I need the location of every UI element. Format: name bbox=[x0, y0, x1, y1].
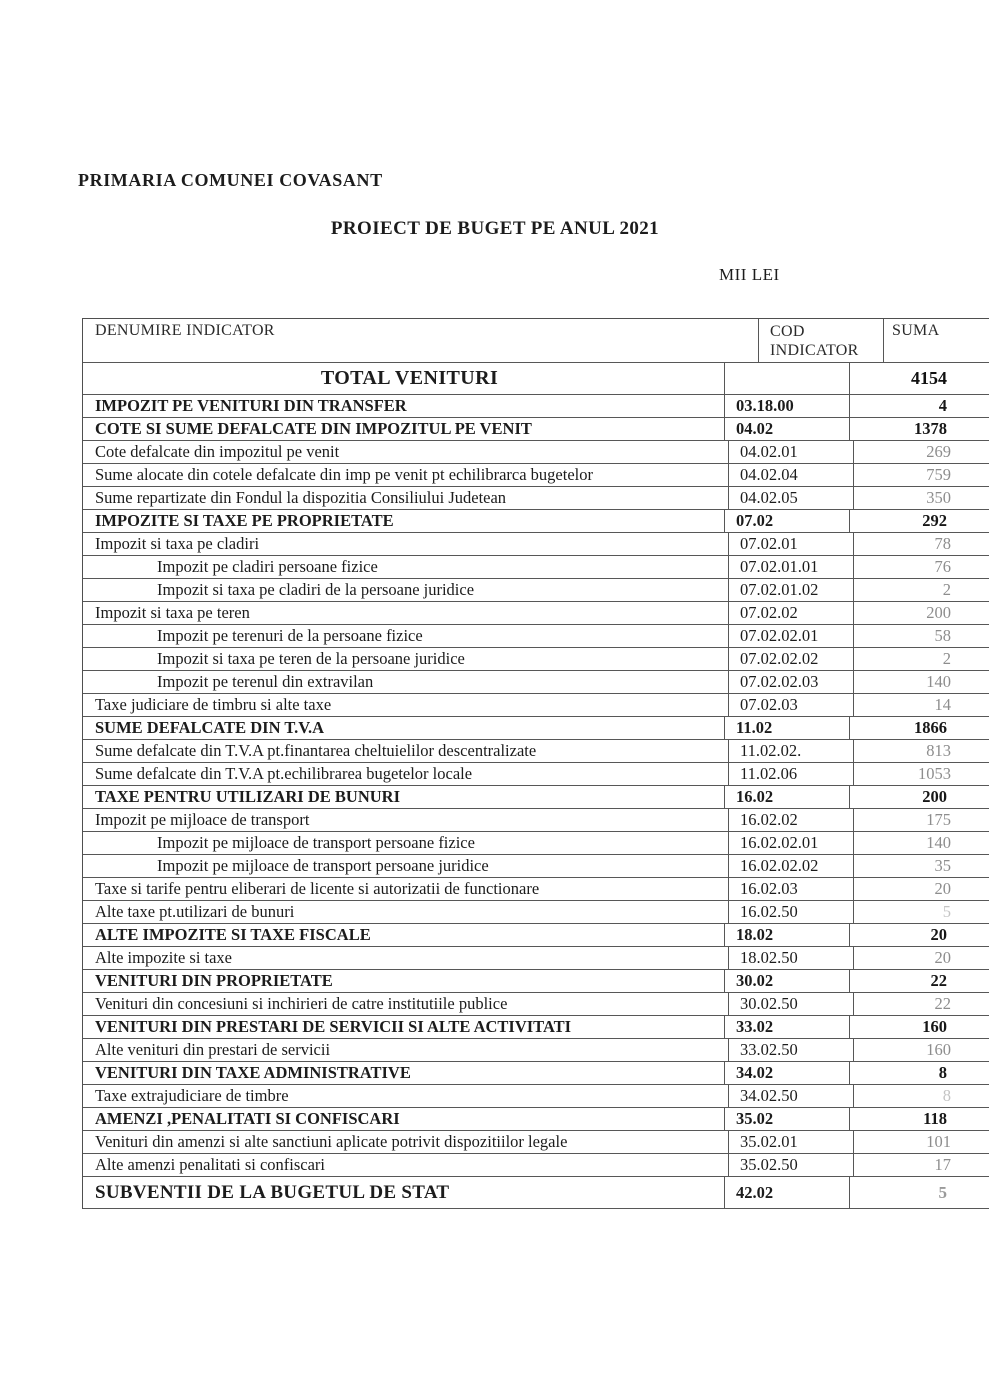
indicator-name: VENITURI DIN PRESTARI DE SERVICII SI ALTE ACTIVITATI bbox=[83, 1016, 725, 1038]
indicator-name: COTE SI SUME DEFALCATE DIN IMPOZITUL PE VENIT bbox=[83, 418, 725, 440]
table-row bbox=[83, 418, 989, 441]
table-row bbox=[83, 1016, 989, 1039]
indicator-value: 292 bbox=[922, 511, 947, 530]
indicator-code: 34.02 bbox=[725, 1062, 850, 1084]
table-row bbox=[83, 533, 989, 556]
indicator-code: 11.02.02. bbox=[729, 740, 854, 762]
indicator-code: 07.02.02.02 bbox=[729, 648, 854, 670]
table-row bbox=[83, 1085, 989, 1108]
indicator-value: 160 bbox=[922, 1017, 947, 1036]
table-row bbox=[83, 671, 989, 694]
indicator-name: Sume repartizate din Fondul la dispozitia Consiliului Judetean bbox=[83, 487, 729, 509]
table-row bbox=[83, 694, 989, 717]
indicator-value: 813 bbox=[926, 741, 951, 760]
indicator-code: 07.02.02.03 bbox=[729, 671, 854, 693]
indicator-value: 160 bbox=[926, 1040, 951, 1059]
indicator-value: 101 bbox=[926, 1132, 951, 1151]
indicator-code: 16.02.50 bbox=[729, 901, 854, 923]
table-row bbox=[83, 740, 989, 763]
table-row bbox=[83, 947, 989, 970]
indicator-name: Sume alocate din cotele defalcate din imp pe venit pt echilibrarca bugetelor bbox=[83, 464, 729, 486]
indicator-name: Taxe si tarife pentru eliberari de licente si autorizatii de functionare bbox=[83, 878, 729, 900]
table-row bbox=[83, 1154, 989, 1177]
indicator-value: 20 bbox=[930, 925, 947, 944]
indicator-code: 07.02 bbox=[725, 510, 850, 532]
indicator-name: Impozit si taxa pe cladiri de la persoane juridice bbox=[83, 579, 729, 601]
table-row bbox=[83, 924, 989, 947]
indicator-name: Venituri din concesiuni si inchirieri de catre institutiile publice bbox=[83, 993, 729, 1015]
indicator-name: Impozit pe mijloace de transport persoane juridice bbox=[83, 855, 729, 877]
indicator-value: 5 bbox=[942, 902, 951, 921]
table-row bbox=[83, 809, 989, 832]
indicator-code: 04.02.01 bbox=[729, 441, 854, 463]
table-row bbox=[83, 993, 989, 1016]
indicator-name: Impozit pe terenuri de la persoane fizice bbox=[83, 625, 729, 647]
indicator-value: 118 bbox=[923, 1109, 947, 1128]
table-row bbox=[83, 763, 989, 786]
document-title: PROIECT DE BUGET PE ANUL 2021 bbox=[330, 218, 660, 239]
indicator-name: Venituri din amenzi si alte sanctiuni aplicate potrivit dispozitiilor legale bbox=[83, 1131, 729, 1153]
indicator-name: IMPOZITE SI TAXE PE PROPRIETATE bbox=[83, 510, 725, 532]
indicator-value: 35 bbox=[934, 856, 951, 875]
indicator-value: 200 bbox=[922, 787, 947, 806]
indicator-value: 175 bbox=[926, 810, 951, 829]
indicator-value: 200 bbox=[926, 603, 951, 622]
indicator-value: 350 bbox=[926, 488, 951, 507]
table-row bbox=[83, 855, 989, 878]
table-body bbox=[83, 395, 989, 1209]
indicator-name: Impozit si taxa pe teren bbox=[83, 602, 729, 624]
indicator-name: Alte amenzi penalitati si confiscari bbox=[83, 1154, 729, 1176]
table-row bbox=[83, 878, 989, 901]
indicator-value: 269 bbox=[926, 442, 951, 461]
indicator-name: Sume defalcate din T.V.A pt.echilibrarea bugetelor locale bbox=[83, 763, 729, 785]
indicator-value: 140 bbox=[926, 833, 951, 852]
indicator-code: 42.02 bbox=[725, 1177, 850, 1208]
table-row bbox=[83, 648, 989, 671]
indicator-name: Impozit si taxa pe cladiri bbox=[83, 533, 729, 555]
indicator-value: 22 bbox=[934, 994, 951, 1013]
table-row bbox=[83, 441, 989, 464]
table-row bbox=[83, 556, 989, 579]
header-cod-indicator: COD INDICATOR bbox=[759, 319, 884, 362]
indicator-code: 30.02.50 bbox=[729, 993, 854, 1015]
indicator-value: 5 bbox=[938, 1182, 947, 1202]
indicator-name: TAXE PENTRU UTILIZARI DE BUNURI bbox=[83, 786, 725, 808]
indicator-code: 04.02 bbox=[725, 418, 850, 440]
indicator-name: Sume defalcate din T.V.A pt.finantarea cheltuielilor descentralizate bbox=[83, 740, 729, 762]
total-venituri-row bbox=[83, 363, 989, 395]
indicator-value: 17 bbox=[934, 1155, 951, 1174]
table-row bbox=[83, 717, 989, 740]
table-row bbox=[83, 786, 989, 809]
indicator-value: 78 bbox=[934, 534, 951, 553]
indicator-code: 16.02.03 bbox=[729, 878, 854, 900]
table-row bbox=[83, 487, 989, 510]
indicator-value: 2 bbox=[942, 649, 951, 668]
indicator-code bbox=[725, 363, 850, 394]
table-row bbox=[83, 395, 989, 418]
indicator-name: Alte venituri din prestari de servicii bbox=[83, 1039, 729, 1061]
header-denumire-indicator: DENUMIRE INDICATOR bbox=[83, 319, 759, 362]
indicator-code: 04.02.04 bbox=[729, 464, 854, 486]
indicator-name: Alte taxe pt.utilizari de bunuri bbox=[83, 901, 729, 923]
indicator-code: 07.02.01.01 bbox=[729, 556, 854, 578]
indicator-code: 18.02.50 bbox=[729, 947, 854, 969]
table-row bbox=[83, 464, 989, 487]
table-row bbox=[83, 602, 989, 625]
indicator-name: Taxe judiciare de timbru si alte taxe bbox=[83, 694, 729, 716]
indicator-value: 8 bbox=[938, 1063, 947, 1082]
table-row bbox=[83, 510, 989, 533]
budget-table bbox=[82, 318, 989, 1209]
indicator-code: 16.02 bbox=[725, 786, 850, 808]
table-row bbox=[83, 625, 989, 648]
indicator-value: 20 bbox=[934, 948, 951, 967]
indicator-name: Impozit si taxa pe teren de la persoane juridice bbox=[83, 648, 729, 670]
table-row bbox=[83, 970, 989, 993]
indicator-name: Impozit pe mijloace de transport bbox=[83, 809, 729, 831]
indicator-value: 4 bbox=[938, 396, 947, 415]
indicator-name: TOTAL VENITURI bbox=[83, 363, 725, 394]
indicator-name: Taxe extrajudiciare de timbre bbox=[83, 1085, 729, 1107]
indicator-value: 76 bbox=[934, 557, 951, 576]
table-row bbox=[83, 1131, 989, 1154]
indicator-name: SUME DEFALCATE DIN T.V.A bbox=[83, 717, 725, 739]
table-row bbox=[83, 1108, 989, 1131]
header-suma: SUMA bbox=[892, 322, 940, 339]
indicator-code: 07.02.03 bbox=[729, 694, 854, 716]
indicator-code: 35.02.50 bbox=[729, 1154, 854, 1176]
indicator-code: 30.02 bbox=[725, 970, 850, 992]
indicator-name: IMPOZIT PE VENITURI DIN TRANSFER bbox=[83, 395, 725, 417]
indicator-value: 2 bbox=[942, 580, 951, 599]
indicator-value: 140 bbox=[926, 672, 951, 691]
indicator-code: 16.02.02.02 bbox=[729, 855, 854, 877]
indicator-code: 07.02.02 bbox=[729, 602, 854, 624]
table-row bbox=[83, 1177, 989, 1209]
indicator-code: 34.02.50 bbox=[729, 1085, 854, 1107]
indicator-value: 8 bbox=[942, 1086, 951, 1105]
indicator-name: SUBVENTII DE LA BUGETUL DE STAT bbox=[83, 1177, 725, 1208]
indicator-code: 07.02.01.02 bbox=[729, 579, 854, 601]
indicator-code: 07.02.01 bbox=[729, 533, 854, 555]
indicator-name: Impozit pe terenul din extravilan bbox=[83, 671, 729, 693]
indicator-value: 1866 bbox=[914, 718, 947, 737]
indicator-name: Alte impozite si taxe bbox=[83, 947, 729, 969]
indicator-value: 1053 bbox=[918, 764, 951, 783]
indicator-value: 14 bbox=[934, 695, 951, 714]
table-row bbox=[83, 901, 989, 924]
table-row bbox=[83, 579, 989, 602]
table-header-row bbox=[83, 319, 989, 363]
indicator-name: Impozit pe mijloace de transport persoane fizice bbox=[83, 832, 729, 854]
indicator-code: 07.02.02.01 bbox=[729, 625, 854, 647]
currency-unit-label: MII LEI bbox=[719, 265, 780, 284]
indicator-value: 20 bbox=[934, 879, 951, 898]
indicator-name: Impozit pe cladiri persoane fizice bbox=[83, 556, 729, 578]
indicator-code: 33.02 bbox=[725, 1016, 850, 1038]
indicator-value: 4154 bbox=[911, 368, 947, 388]
indicator-name: Cote defalcate din impozitul pe venit bbox=[83, 441, 729, 463]
indicator-code: 35.02 bbox=[725, 1108, 850, 1130]
indicator-code: 16.02.02 bbox=[729, 809, 854, 831]
indicator-code: 03.18.00 bbox=[725, 395, 850, 417]
indicator-code: 04.02.05 bbox=[729, 487, 854, 509]
table-row bbox=[83, 1039, 989, 1062]
table-row bbox=[83, 1062, 989, 1085]
indicator-name: VENITURI DIN TAXE ADMINISTRATIVE bbox=[83, 1062, 725, 1084]
indicator-value: 1378 bbox=[914, 419, 947, 438]
indicator-code: 35.02.01 bbox=[729, 1131, 854, 1153]
indicator-value: 58 bbox=[934, 626, 951, 645]
table-row bbox=[83, 832, 989, 855]
indicator-code: 33.02.50 bbox=[729, 1039, 854, 1061]
indicator-name: VENITURI DIN PROPRIETATE bbox=[83, 970, 725, 992]
organization-name: PRIMARIA COMUNEI COVASANT bbox=[78, 170, 383, 190]
indicator-value: 22 bbox=[930, 971, 947, 990]
indicator-name: AMENZI ,PENALITATI SI CONFISCARI bbox=[83, 1108, 725, 1130]
indicator-value: 759 bbox=[926, 465, 951, 484]
indicator-code: 11.02 bbox=[725, 717, 850, 739]
indicator-name: ALTE IMPOZITE SI TAXE FISCALE bbox=[83, 924, 725, 946]
indicator-code: 11.02.06 bbox=[729, 763, 854, 785]
indicator-code: 16.02.02.01 bbox=[729, 832, 854, 854]
indicator-code: 18.02 bbox=[725, 924, 850, 946]
